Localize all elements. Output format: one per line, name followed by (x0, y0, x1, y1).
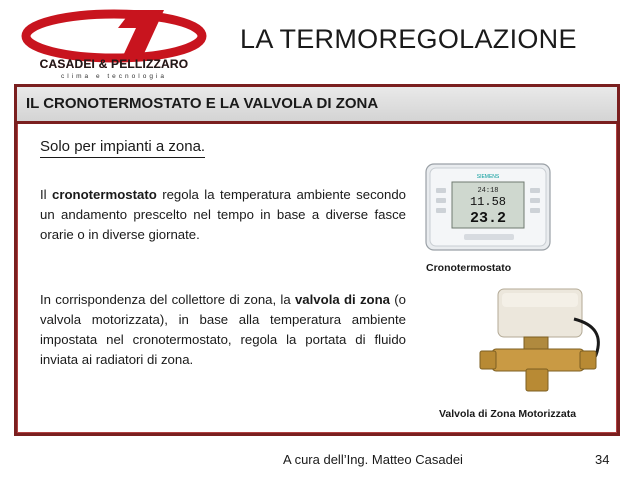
thermostat-room-temp: 23.2 (469, 210, 507, 227)
logo-brand-text: CASADEI & PELLIZZARO (39, 57, 189, 71)
paragraph2-pre: In corrispondenza del collettore di zona, la (40, 292, 295, 307)
company-logo (14, 6, 214, 82)
footer-author: A cura dell’Ing. Matteo Casadei (283, 452, 463, 467)
subtitle: Solo per impianti a zona. (40, 138, 205, 158)
paragraph1-bold: cronotermostato (52, 187, 157, 202)
section-title: IL CRONOTERMOSTATO E LA VALVOLA DI ZONA (26, 95, 379, 112)
thermostat-image (424, 160, 554, 254)
logo-tagline: clima e tecnologia (60, 73, 168, 80)
paragraph2-post: (o valvola motorizzata), in base alla temperatura ambiente impostata nel cronotermostato, regola la portata di fluido inviata ai radiatori di zona. (40, 292, 406, 367)
paragraph1-post: regola la temperatura ambiente secondo un andamento prescelto nel tempo in base a diverse fasce orarie o in diverse giornate. (40, 187, 406, 242)
zone-valve-image (478, 285, 608, 400)
paragraph-thermostat (40, 185, 406, 245)
paragraph-valve (40, 290, 406, 370)
page-number: 34 (595, 452, 610, 467)
paragraph1-pre: Il (40, 187, 53, 202)
page-title: LA TERMOREGOLAZIONE (240, 24, 577, 54)
thermostat-brand: SIEMENS (476, 174, 500, 180)
thermostat-caption: Cronotermostato (426, 262, 512, 274)
paragraph2-bold: valvola di zona (294, 292, 390, 307)
thermostat-set-temp: 11.58 (469, 195, 507, 209)
valve-caption: Valvola di Zona Motorizzata (439, 408, 577, 420)
thermostat-time: 24:18 (477, 187, 499, 195)
